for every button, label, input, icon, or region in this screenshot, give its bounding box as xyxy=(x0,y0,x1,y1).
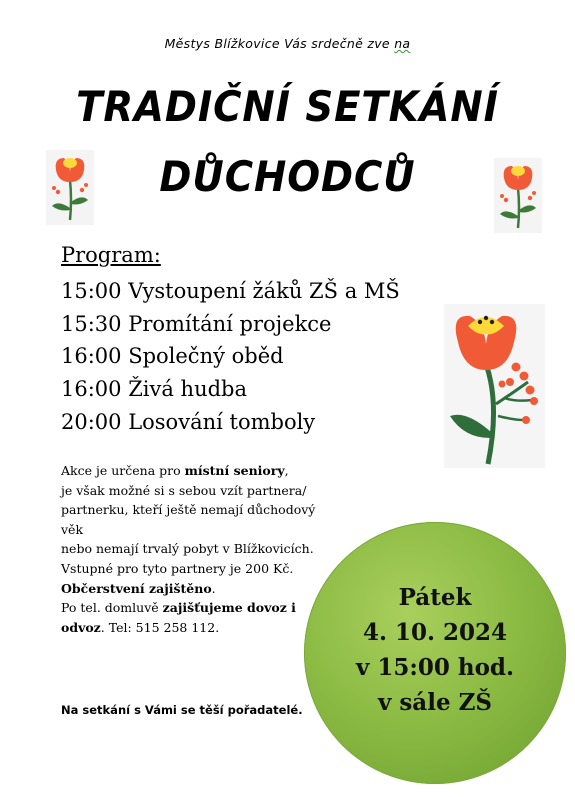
footer-note: Na setkání s Vámi se těší pořadatelé. xyxy=(61,703,303,717)
title-line-1: TRADIČNÍ SETKÁNÍ xyxy=(76,82,499,131)
flower-icon-right xyxy=(494,158,542,233)
program-heading: Program: xyxy=(61,243,161,267)
event-circle xyxy=(304,522,566,784)
event-place: v sále ZŠ xyxy=(377,689,492,716)
event-day: Pátek xyxy=(398,584,472,611)
event-details xyxy=(304,580,566,720)
program-item: 20:00 Losování tomboly xyxy=(61,410,316,434)
info-paragraph: Akce je určena pro místní seniory, je však možné si s sebou vzít partnera/ partnerku, kteří ještě nemají důchodový věk nebo nemají trvalý pobyt v Blížkovicích. Vstupné pro tyto partnery je 200 Kč. Občerstvení zajištěno. Po tel. domluvě zajišťujeme dovoz i odvoz. Tel: 515 258 112. xyxy=(61,463,316,635)
title-line-2: DŮCHODCŮ xyxy=(159,152,416,201)
invitation-text: Městys Blížkovice Vás srdečně zve xyxy=(164,36,395,51)
program-item: 15:00 Vystoupení žáků ZŠ a MŠ xyxy=(61,279,400,303)
program-item: 16:00 Společný oběd xyxy=(61,344,284,368)
invitation-line xyxy=(0,36,575,51)
invitation-text-end: na xyxy=(394,36,411,51)
event-date: 4. 10. 2024 xyxy=(362,619,508,646)
event-time: v 15:00 hod. xyxy=(355,654,515,681)
program-item: 16:00 Živá hudba xyxy=(61,377,248,401)
flower-icon-left xyxy=(46,150,94,225)
program-item: 15:30 Promítání projekce xyxy=(61,312,332,336)
flower-icon-large xyxy=(444,304,545,468)
